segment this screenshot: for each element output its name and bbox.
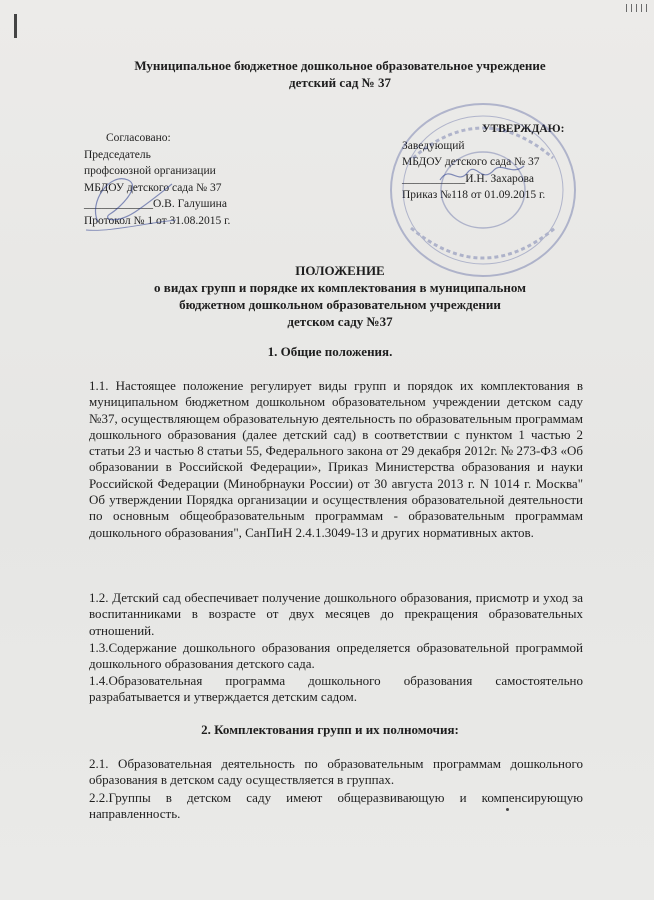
agreed-organization: профсоюзной организации (84, 165, 216, 177)
approve-position: Заведующий (402, 139, 465, 152)
header-line-2: детский сад № 37 (289, 75, 391, 90)
official-stamp-seal (383, 98, 583, 283)
title-heading: ПОЛОЖЕНИЕ (295, 263, 385, 278)
agreed-protocol: Протокол № 1 от 31.08.2015 г. (84, 214, 231, 227)
paragraph-1-4: 1.4.Образовательная программа дошкольного образования самостоятельно разрабатывается и утверждается детским садом. (89, 673, 583, 705)
section-2-heading: 2. Комплектования групп и их полномочия: (201, 722, 459, 737)
ink-dot (506, 808, 509, 811)
paragraph-1-1: 1.1. Настоящее положение регулирует виды групп и порядок их комплектования в муниципальном бюджетном дошкольном образовательном учреждении детском саду №37, осуществляющем образовательную деятельность по образовательным программам дошкольного образования (далее детский сад) в соответствии с пунктом 1 частью 2 статьи 23 и частью 8 статьи 55, Федерального закона от 29 декабря 2012г. № 273-ФЗ «Об образовании в Российской Федерации», Приказ Министерства образования и науки Российской Федерации (Минобрнауки России) от 30 августа 2013 г. N 1014 г. Москва" Об утверждении Порядка организации и осуществления образовательной деятельности по основным общеобразовательным программам - образовательным программам дошкольного образования", СанПиН 2.4.1.3049-13 и других нормативных актов. (89, 378, 583, 540)
agreed-position: Председатель (84, 148, 151, 161)
agreed-institution: МБДОУ детского сада № 37 (84, 181, 222, 194)
paragraph-2-1: 2.1. Образовательная деятельность по образовательным программам дошкольного образования в детском саду осуществляется в группах. (89, 756, 583, 788)
approve-label: УТВЕРЖДАЮ: (482, 123, 565, 135)
institution-header (60, 57, 620, 91)
approve-signature-line: ___________И.Н. Захарова (402, 172, 534, 185)
header-line-1: Муниципальное бюджетное дошкольное образовательное учреждение (134, 58, 546, 73)
title-subtitle-1: о видах групп и порядке их комплектования в муниципальном (154, 280, 526, 295)
handwritten-signature-right (436, 158, 526, 188)
paragraph-2-2: 2.2.Группы в детском саду имеют общеразвивающую и компенсирующую направленность. (89, 790, 583, 822)
title-subtitle-3: детском саду №37 (287, 314, 393, 329)
handwritten-signature-left (80, 162, 180, 237)
agreed-signature-line: ____________О.В. Галушина (84, 198, 227, 210)
corner-marks (626, 4, 650, 12)
paragraph-1-3: 1.3.Содержание дошкольного образования определяется образовательной программой дошкольного образования детского сада. (89, 640, 583, 672)
scan-edge-mark (14, 14, 17, 38)
paragraph-1-2: 1.2. Детский сад обеспечивает получение дошкольного образования, присмотр и уход за воспитанниками в возрасте от двух месяцев до прекращения образовательных отношений. (89, 590, 583, 638)
section-1-heading: 1. Общие положения. (267, 344, 393, 359)
approve-institution: МБДОУ детского сада № 37 (402, 156, 540, 168)
approve-order: Приказ №118 от 01.09.2015 г. (402, 189, 546, 201)
agreed-label: Согласовано: (106, 132, 171, 144)
title-subtitle-2: бюджетном дошкольном образовательном учреждении (179, 297, 501, 312)
document-title (80, 262, 600, 330)
